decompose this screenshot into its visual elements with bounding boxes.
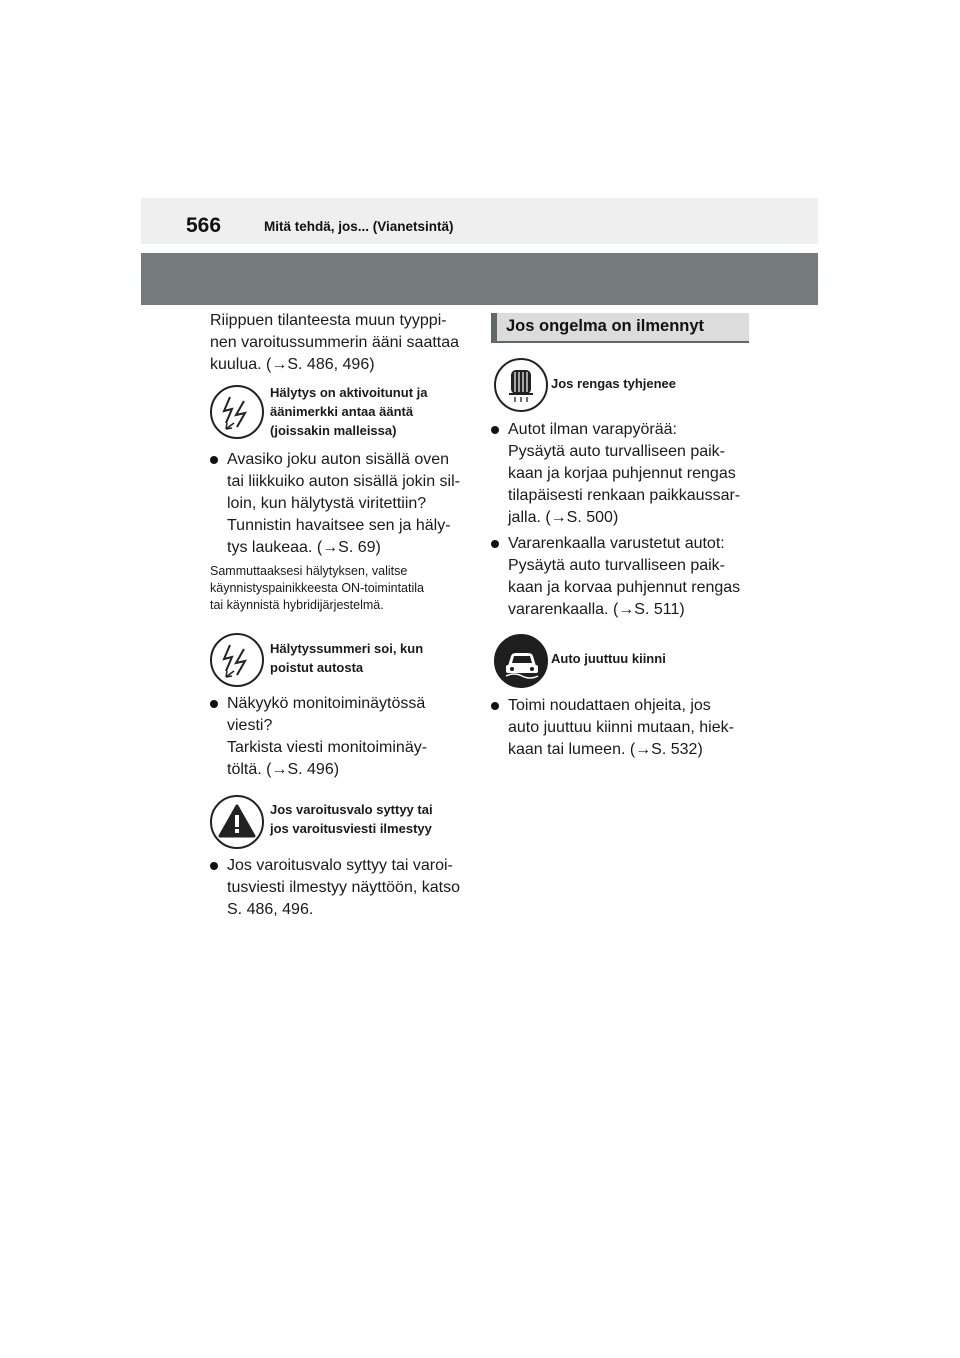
stuck-label: Auto juuttuu kiinni xyxy=(551,651,666,666)
buzzer-exit-label: Hälytyssummeri soi, kun poistut autosta xyxy=(270,641,424,675)
intro-line: kuulua. (→S. 486, 496) xyxy=(210,356,375,373)
page-header xyxy=(141,198,818,244)
warning-light-label: Jos varoitusvalo syttyy tai jos varoitusviesti ilmestyy xyxy=(270,802,433,836)
intro-line: nen varoitussummerin ääni saattaa xyxy=(210,334,460,351)
page-number: 566 xyxy=(186,214,222,237)
alarm-active-label: Hälytys on aktivoitunut ja äänimerkki antaa ääntä (joissakin malleissa) xyxy=(270,385,428,438)
bullet-icon xyxy=(210,456,218,464)
alarm-icon xyxy=(210,633,264,687)
section-heading: Jos ongelma on ilmennyt xyxy=(491,313,749,343)
alarm-icon xyxy=(210,385,264,439)
bullet-icon xyxy=(210,700,218,708)
bullet-icon xyxy=(210,862,218,870)
flat-tire-label: Jos rengas tyhjenee xyxy=(551,376,676,391)
bullet-icon xyxy=(491,540,499,548)
stuck-car-icon xyxy=(494,634,548,688)
warning-triangle-icon xyxy=(210,795,264,849)
section-band xyxy=(141,253,818,305)
intro-paragraph xyxy=(210,310,470,376)
bullet-icon xyxy=(491,702,499,710)
alarm-note: Sammuttaaksesi hälytyksen, valitse käynnistyspainikkeesta ON-toimintatila tai käynnistä hybridijärjestelmä. xyxy=(210,564,424,612)
bullet-icon xyxy=(491,426,499,434)
chapter-title: Mitä tehdä, jos... (Vianetsintä) xyxy=(264,219,454,234)
intro-line: Riippuen tilanteesta muun tyyppi- xyxy=(210,312,447,329)
flat-tire-icon xyxy=(494,358,548,412)
